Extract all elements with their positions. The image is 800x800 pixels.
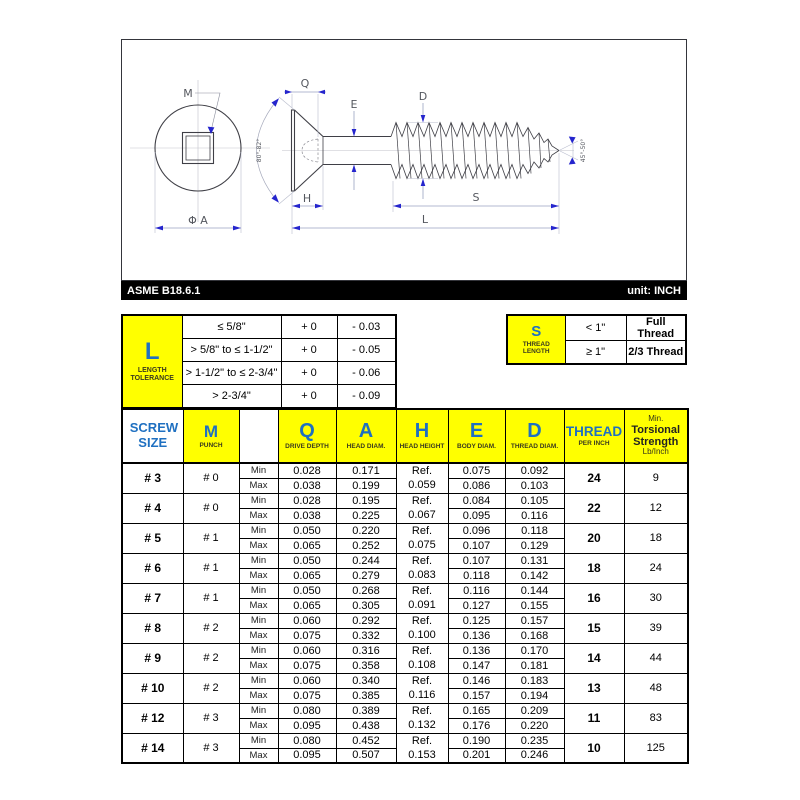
torsional-strength-cell: 30 [624,583,688,613]
punch-cell: # 3 [183,703,239,733]
d-min: 0.235 [505,733,564,748]
threads-per-inch-cell: 13 [564,673,624,703]
punch-cell: # 2 [183,613,239,643]
tolerance-minus: - 0.05 [337,339,396,362]
e-max: 0.127 [448,598,505,613]
e-max: 0.086 [448,478,505,493]
punch-cell: # 2 [183,643,239,673]
h-ref-cell: Ref. 0.132 [396,703,448,733]
tolerance-plus: + 0 [281,315,337,339]
threads-per-inch-cell: 16 [564,583,624,613]
min-label: Min [239,553,278,568]
min-label: Min [239,493,278,508]
q-min: 0.028 [278,463,336,478]
header-m-punch: M PUNCH [183,409,239,463]
tolerance-range: > 2-3/4" [182,385,281,409]
thread-length-symbol-cell: S THREAD LENGTH [507,315,565,364]
e-min: 0.096 [448,523,505,538]
dim-label-s: S [472,191,480,204]
e-max: 0.201 [448,748,505,763]
e-max: 0.095 [448,508,505,523]
a-min: 0.316 [336,643,396,658]
header-h-head-height: H HEAD HEIGHT [396,409,448,463]
torsional-strength-cell: 125 [624,733,688,763]
torsional-strength-cell: 83 [624,703,688,733]
d-max: 0.181 [505,658,564,673]
d-min: 0.092 [505,463,564,478]
spec-row-min [122,643,688,658]
h-ref-cell: Ref. 0.067 [396,493,448,523]
d-max: 0.155 [505,598,564,613]
threads-per-inch-cell: 24 [564,463,624,493]
h-ref-cell: Ref. 0.100 [396,613,448,643]
tolerance-plus: + 0 [281,362,337,385]
standard-name: ASME B18.6.1 [127,284,201,297]
q-max: 0.095 [278,748,336,763]
min-label: Min [239,613,278,628]
spec-row-min [122,463,688,478]
d-max: 0.220 [505,718,564,733]
thread-length-table [506,314,687,365]
unit-label: unit: INCH [627,284,681,297]
point-angle-label: 45°-50° [580,138,587,163]
thread-length-body [507,315,686,364]
screw-size-cell: # 7 [122,583,183,613]
dim-label-d: D [418,90,428,103]
d-min: 0.209 [505,703,564,718]
a-max: 0.507 [336,748,396,763]
dim-label-l: L [421,213,429,226]
tolerance-symbol-cell: L LENGTH TOLERANCE [122,315,182,408]
thread-length-row [507,315,686,341]
length-tolerance-table [121,314,397,409]
torsional-strength-cell: 12 [624,493,688,523]
a-max: 0.252 [336,538,396,553]
q-max: 0.038 [278,478,336,493]
dim-label-m: M [183,87,193,100]
punch-cell: # 1 [183,583,239,613]
d-min: 0.170 [505,643,564,658]
d-max: 0.129 [505,538,564,553]
a-min: 0.244 [336,553,396,568]
a-min: 0.452 [336,733,396,748]
d-max: 0.103 [505,478,564,493]
spec-row-min [122,523,688,538]
d-min: 0.105 [505,493,564,508]
thread-length-value: 2/3 Thread [626,341,686,365]
e-max: 0.176 [448,718,505,733]
threads-per-inch-cell: 22 [564,493,624,523]
q-min: 0.050 [278,523,336,538]
min-label: Min [239,733,278,748]
max-label: Max [239,718,278,733]
torsional-strength-cell: 39 [624,613,688,643]
spec-table-body [122,463,688,763]
e-min: 0.125 [448,613,505,628]
min-label: Min [239,523,278,538]
d-min: 0.131 [505,553,564,568]
q-max: 0.075 [278,628,336,643]
a-max: 0.438 [336,718,396,733]
d-min: 0.144 [505,583,564,598]
head-angle-label: 80°-82° [256,138,263,163]
a-min: 0.340 [336,673,396,688]
tolerance-plus: + 0 [281,339,337,362]
d-min: 0.118 [505,523,564,538]
q-min: 0.028 [278,493,336,508]
screw-size-cell: # 9 [122,643,183,673]
threads-per-inch-cell: 14 [564,643,624,673]
min-label: Min [239,703,278,718]
max-label: Max [239,658,278,673]
tolerance-minus: - 0.03 [337,315,396,339]
spec-row-min [122,583,688,598]
h-ref-cell: Ref. 0.059 [396,463,448,493]
min-label: Min [239,643,278,658]
header-minmax [239,409,278,463]
a-max: 0.385 [336,688,396,703]
a-max: 0.279 [336,568,396,583]
spec-row-min [122,613,688,628]
a-min: 0.195 [336,493,396,508]
screw-size-cell: # 5 [122,523,183,553]
q-min: 0.080 [278,733,336,748]
a-min: 0.389 [336,703,396,718]
e-min: 0.146 [448,673,505,688]
spec-row-min [122,493,688,508]
q-max: 0.095 [278,718,336,733]
h-ref-cell: Ref. 0.083 [396,553,448,583]
e-max: 0.157 [448,688,505,703]
q-min: 0.060 [278,613,336,628]
header-screw-size: SCREW SIZE [122,409,183,463]
dim-label-q: Q [300,77,310,90]
a-max: 0.199 [336,478,396,493]
torsional-strength-cell: 48 [624,673,688,703]
q-max: 0.038 [278,508,336,523]
e-max: 0.136 [448,628,505,643]
max-label: Max [239,538,278,553]
dim-label-phi-a: Φ A [188,214,208,227]
screw-drawing [122,40,683,278]
punch-cell: # 0 [183,493,239,523]
d-min: 0.157 [505,613,564,628]
screw-size-cell: # 10 [122,673,183,703]
torsional-strength-cell: 44 [624,643,688,673]
e-max: 0.147 [448,658,505,673]
q-max: 0.065 [278,538,336,553]
q-max: 0.065 [278,568,336,583]
max-label: Max [239,508,278,523]
e-min: 0.190 [448,733,505,748]
front-view [130,80,270,233]
header-e-body-diam: E BODY DIAM. [448,409,505,463]
punch-cell: # 1 [183,523,239,553]
torsional-strength-cell: 9 [624,463,688,493]
e-max: 0.107 [448,538,505,553]
d-max: 0.142 [505,568,564,583]
standard-bar [121,281,687,300]
q-max: 0.075 [278,658,336,673]
a-min: 0.171 [336,463,396,478]
screw-size-cell: # 14 [122,733,183,763]
q-max: 0.065 [278,598,336,613]
thread-length-condition: < 1" [565,315,626,341]
thread-length-value: Full Thread [626,315,686,341]
screw-size-cell: # 4 [122,493,183,523]
a-max: 0.305 [336,598,396,613]
punch-cell: # 0 [183,463,239,493]
screw-size-cell: # 3 [122,463,183,493]
e-min: 0.165 [448,703,505,718]
tolerance-range: > 1-1/2" to ≤ 2-3/4" [182,362,281,385]
max-label: Max [239,628,278,643]
screw-size-cell: # 12 [122,703,183,733]
a-max: 0.332 [336,628,396,643]
min-label: Min [239,463,278,478]
punch-cell: # 2 [183,673,239,703]
length-tolerance-body [122,315,396,408]
threads-per-inch-cell: 11 [564,703,624,733]
e-min: 0.116 [448,583,505,598]
threads-per-inch-cell: 18 [564,553,624,583]
dim-label-e: E [350,98,358,111]
threads-per-inch-cell: 15 [564,613,624,643]
e-min: 0.084 [448,493,505,508]
punch-cell: # 1 [183,553,239,583]
e-min: 0.136 [448,643,505,658]
tolerance-plus: + 0 [281,385,337,409]
min-label: Min [239,583,278,598]
a-min: 0.268 [336,583,396,598]
screw-spec-table [121,408,689,764]
d-max: 0.246 [505,748,564,763]
q-min: 0.060 [278,643,336,658]
d-max: 0.168 [505,628,564,643]
tolerance-row [122,315,396,339]
h-ref-cell: Ref. 0.075 [396,523,448,553]
spec-row-min [122,703,688,718]
technical-drawing-panel [121,39,687,281]
a-min: 0.220 [336,523,396,538]
h-ref-cell: Ref. 0.153 [396,733,448,763]
spec-row-min [122,553,688,568]
side-view [256,77,587,234]
e-max: 0.118 [448,568,505,583]
header-q-drive-depth: Q DRIVE DEPTH [278,409,336,463]
header-d-thread-diam: D THREAD DIAM. [505,409,564,463]
a-max: 0.225 [336,508,396,523]
max-label: Max [239,568,278,583]
q-min: 0.050 [278,583,336,598]
q-min: 0.080 [278,703,336,718]
d-max: 0.194 [505,688,564,703]
d-max: 0.116 [505,508,564,523]
spec-row-min [122,673,688,688]
tolerance-range: ≤ 5/8" [182,315,281,339]
screw-size-cell: # 8 [122,613,183,643]
h-ref-cell: Ref. 0.116 [396,673,448,703]
screw-size-cell: # 6 [122,553,183,583]
spec-row-min [122,733,688,748]
a-min: 0.292 [336,613,396,628]
header-torsional-strength: Min. Torsional Strength Lb/Inch [624,409,688,463]
max-label: Max [239,478,278,493]
punch-cell: # 3 [183,733,239,763]
torsional-strength-cell: 24 [624,553,688,583]
tolerance-range: > 5/8" to ≤ 1-1/2" [182,339,281,362]
header-thread-per-inch: THREAD PER INCH [564,409,624,463]
e-min: 0.075 [448,463,505,478]
d-min: 0.183 [505,673,564,688]
q-min: 0.050 [278,553,336,568]
h-ref-cell: Ref. 0.108 [396,643,448,673]
a-max: 0.358 [336,658,396,673]
max-label: Max [239,688,278,703]
dim-label-h: H [302,192,312,205]
max-label: Max [239,748,278,763]
tolerance-minus: - 0.06 [337,362,396,385]
h-ref-cell: Ref. 0.091 [396,583,448,613]
thread-length-condition: ≥ 1" [565,341,626,365]
max-label: Max [239,598,278,613]
tolerance-minus: - 0.09 [337,385,396,409]
threads-per-inch-cell: 10 [564,733,624,763]
min-label: Min [239,673,278,688]
threads-per-inch-cell: 20 [564,523,624,553]
header-a-head-diam: A HEAD DIAM. [336,409,396,463]
q-min: 0.060 [278,673,336,688]
torsional-strength-cell: 18 [624,523,688,553]
e-min: 0.107 [448,553,505,568]
q-max: 0.075 [278,688,336,703]
